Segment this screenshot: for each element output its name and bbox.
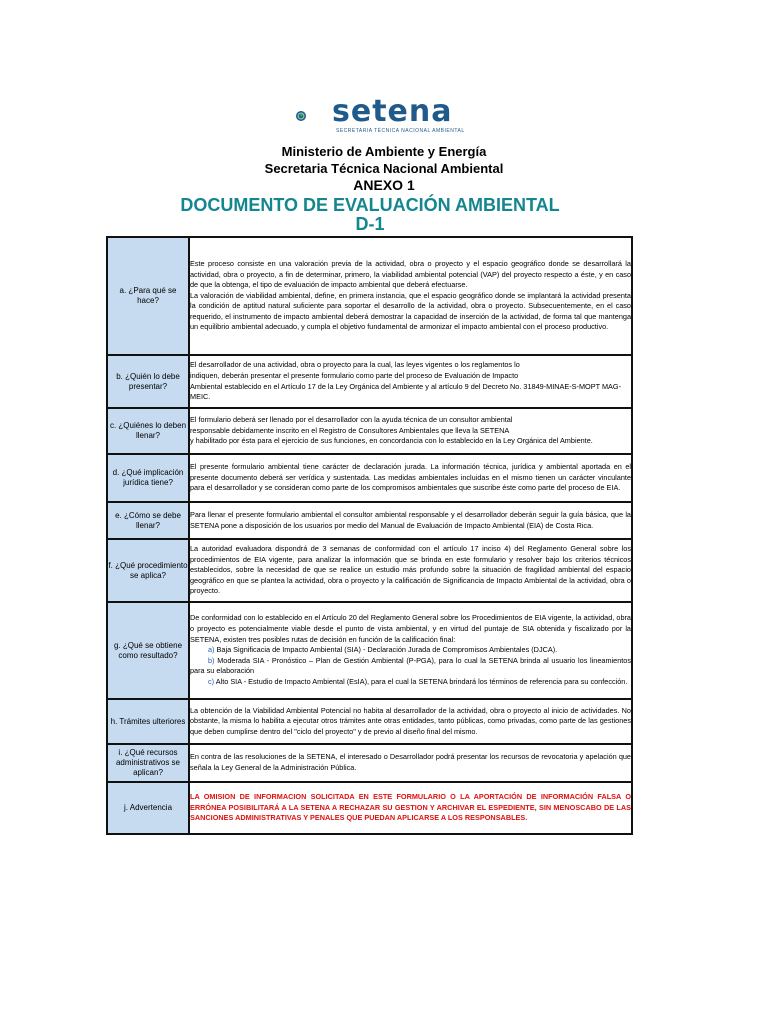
- answer-cell: [189, 454, 632, 502]
- table-row: [107, 602, 632, 699]
- question-cell: f. ¿Qué procedimiento se aplica?: [107, 539, 189, 602]
- question-cell: c. ¿Quiénes lo deben llenar?: [107, 408, 189, 454]
- answer-cell: [189, 539, 632, 602]
- answer-cell: [189, 502, 632, 539]
- table-row: [107, 355, 632, 408]
- option-marker: a): [208, 645, 215, 655]
- table-row: [107, 454, 632, 502]
- answer-cell: [189, 408, 632, 454]
- ministry-heading: Ministerio de Ambiente y Energía: [281, 144, 487, 159]
- option-marker: c): [208, 676, 215, 686]
- answer-text: Ambiental establecido en el Artículo 17 de la Ley Orgánica del Ambiente y al artículo 9 del Decreto No. 31849-MINAE-S-MOPT MAG-MEIC.: [190, 381, 621, 402]
- answer-cell: [189, 237, 632, 355]
- question-cell: d. ¿Qué implicación jurídica tiene?: [107, 454, 189, 502]
- table-row: [107, 782, 632, 834]
- table-row: [107, 699, 632, 744]
- question-cell: a. ¿Para qué se hace?: [107, 237, 189, 355]
- table-row: [107, 539, 632, 602]
- answer-text: Para llenar el presente formulario ambiental el consultor ambiental responsable y el desarrollador deberán seguir la guía básica, que la SETENA pone a disposición de los usuarios por medio del Manual de Evaluación de Impacto Ambiental (EIA) de Costa Rica.: [190, 509, 631, 530]
- document-code: D-1: [355, 214, 385, 234]
- setena-logo-icon: [296, 92, 336, 140]
- answer-text: indiquen, deberán presentar el presente formulario como parte del proceso de Evaluación de Impacto: [190, 370, 519, 380]
- document-title: DOCUMENTO DE EVALUACIÓN AMBIENTAL: [180, 195, 560, 215]
- brand-subtitle: SECRETARIA TÉCNICA NACIONAL AMBIENTAL: [336, 128, 465, 134]
- table-row: [107, 408, 632, 454]
- answer-text: Este proceso consiste en una valoración previa de la actividad, obra o proyecto y el espacio geográfico donde se desarrollará la actividad, obra o proyecto, a fin de determinar, primero, la viabilidad ambiental potencial (VAP) del proyecto respecto a éste, y en caso de que la obtenga, el tipo de evaluación de impacto ambiental que deberá efectuarse.: [190, 258, 631, 290]
- option-item: [190, 645, 631, 656]
- answer-text: La autoridad evaluadora dispondrá de 3 semanas de conformidad con el artículo 17 inciso 4) del Reglamento General sobre los procedimientos de EIA vigente, para analizar la información que se brinda en este formulario y resolver bajo los criterios técnicos establecidos, sobre la necesidad de que se realice un estudio más profundo sobre la situación de fragilidad ambiental del espacio geográfico en que se plantea la actividad, obra o proyecto y la calificación de Significancia de Impacto Ambiental de la actividad, obra o proyecto.: [190, 544, 631, 596]
- answer-cell: [189, 699, 632, 744]
- option-text: Alto SIA - Estudio de Impacto Ambiental (EsIA), para el cual la SETENA brindará los términos de referencia para su confección.: [215, 676, 628, 686]
- brand-name: setena: [332, 94, 453, 129]
- table-row: [107, 237, 632, 355]
- answer-text: El formulario deberá ser llenado por el desarrollador con la ayuda técnica de un consultor ambiental: [190, 415, 513, 425]
- question-cell: g. ¿Qué se obtiene como resultado?: [107, 602, 189, 699]
- option-text: Baja Significacia de Impacto Ambiental (SIA) - Declaración Jurada de Compromisos Ambientales (DJCA).: [216, 645, 558, 655]
- answer-text: y habilitado por ésta para el ejercicio de sus funciones, en concordancia con lo establecido en la Ley Orgánica del Ambiente.: [190, 436, 593, 446]
- info-table: [106, 236, 633, 835]
- question-cell: e. ¿Cómo se debe llenar?: [107, 502, 189, 539]
- answer-text: responsable debidamente inscrito en el Registro de Consultores Ambientales que lleva la SETENA: [190, 425, 510, 435]
- answer-cell: [189, 602, 632, 699]
- answer-text: El presente formulario ambiental tiene carácter de declaración jurada. La información técnica, jurídica y ambiental aportada en el presente documento deberá ser verídica y sustentada. Las medidas ambientales incluidas en el mismo tienen un carácter vinculante para el desarrollador y se consideran como parte de los compromisos ambientales que suscribe éste como parte del proceso de EIA.: [190, 462, 631, 493]
- annex-heading: ANEXO 1: [353, 177, 415, 193]
- warning-text: LA OMISION DE INFORMACION SOLICITADA EN ESTE FORMULARIO O LA APORTACIÓN DE INFORMACIÓN FALSA O ERRÓNEA POSIBILITARÁ A LA SETENA A RECHAZAR SU GESTION Y ARCHIVAR EL ESPEDIENTE, SIN MENOSCABO DE LAS SANCIONES ADMINISTRATIVAS Y PENALES QUE PUEDAN APLICARSE A LOS RESPONSABLES.: [190, 792, 631, 823]
- question-cell: h. Trámites ulteriores: [107, 699, 189, 744]
- answer-text: La obtención de la Viabilidad Ambiental Potencial no habita al desarrollador de la actividad, obra o proyecto al inicio de actividades. No obstante, la misma lo habilita a ejecutar otros trámites ante otras entidades, tanto públicas, como privadas, como parte de las gestiones que deben cumplirse dentro del "ciclo del proyecto" y de previo al diseño final del mismo.: [190, 705, 631, 736]
- option-text: Moderada SIA - Pronóstico – Plan de Gestión Ambiental (P-PGA), para lo cual la SETENA brinda al usuario los lineamientos para su elaboración: [190, 655, 631, 676]
- answer-cell: [189, 744, 632, 782]
- answer-cell: [189, 782, 632, 834]
- option-item: [190, 656, 631, 677]
- table-row: [107, 502, 632, 539]
- question-cell: j. Advertencia: [107, 782, 189, 834]
- answer-cell: [189, 355, 632, 408]
- answer-text: El desarrollador de una actividad, obra o proyecto para la cual, las leyes vigentes o los reglamentos lo: [190, 360, 520, 370]
- answer-text: De conformidad con lo establecido en el Artículo 20 del Reglamento General sobre los Procedimientos de EIA vigente, la actividad, obra o proyecto es potencialmente viable desde el punto de vista ambiental, y en virtud del puntaje de SIA obtenida y fiscalizado por la SETENA, existen tres posibles rutas de decisión en función de la calificación final:: [190, 613, 631, 644]
- option-item: [190, 677, 631, 688]
- option-marker: b): [208, 655, 215, 665]
- table-row: [107, 744, 632, 782]
- answer-text: La valoración de viabilidad ambiental, define, en primera instancia, que el espacio geográfico donde se implantará la actividad presenta la condición de aptitud natural suficiente para soportar el desarrollo de la actividad, obra o proyecto. Subsecuentemente, en el caso requerido, el instrumento de impacto ambiental deberá demostrar la capacidad de inserción de la actividad, de forma tal que mantenga un equilibrio ambiental adecuado, y cumpla el objetivo fundamental de armonizar el impacto ambiental con el proceso productivo.: [190, 290, 631, 332]
- secretariat-heading: Secretaria Técnica Nacional Ambiental: [264, 161, 504, 176]
- question-cell: i. ¿Qué recursos administrativos se aplican?: [107, 744, 189, 782]
- answer-text: En contra de las resoluciones de la SETENA, el interesado o Desarrollador podrá presentar los recursos de revocatoria y apelación que señala la Ley General de la Administración Pública.: [190, 752, 631, 772]
- question-cell: b. ¿Quién lo debe presentar?: [107, 355, 189, 408]
